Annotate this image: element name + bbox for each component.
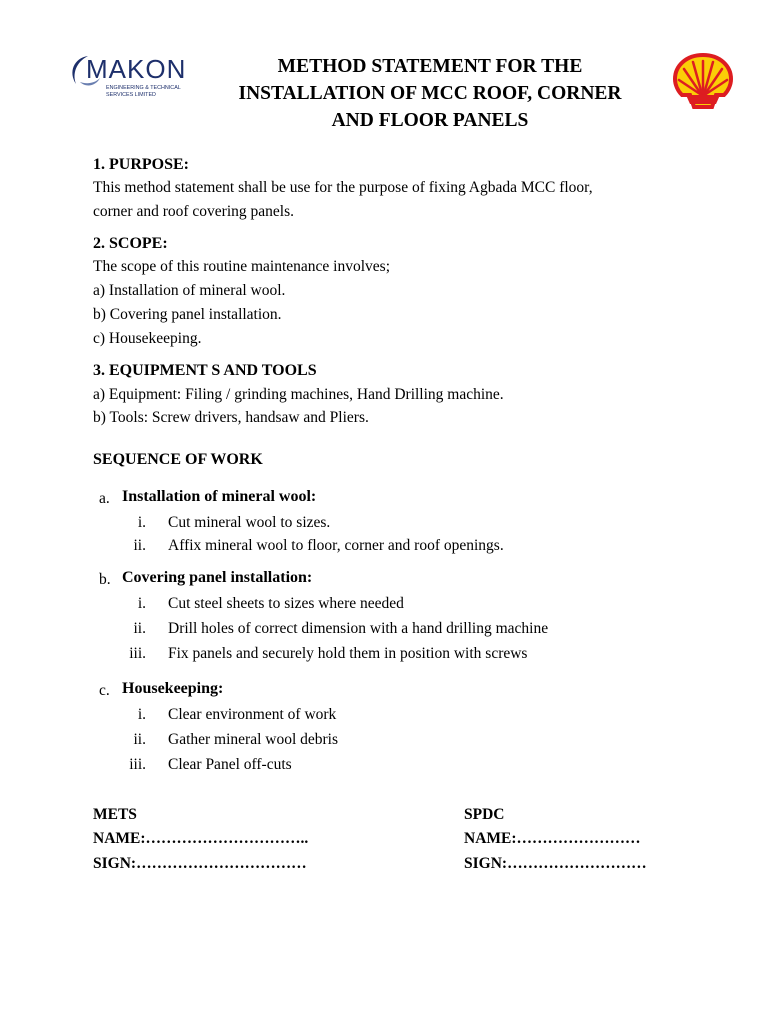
- mets-sign-field: SIGN:……………………………: [93, 855, 307, 872]
- section-letter: a.: [99, 490, 110, 507]
- makon-brand: MAKON: [86, 54, 187, 84]
- item-number: i.: [137, 706, 146, 723]
- shell-icon: [672, 52, 734, 115]
- title-line: INSTALLATION OF MCC ROOF, CORNER: [238, 83, 622, 104]
- scope-text: c) Housekeeping.: [93, 330, 202, 347]
- sequence-heading: SEQUENCE OF WORK: [93, 451, 263, 468]
- section-title: Covering panel installation:: [122, 569, 313, 586]
- mets-name-field: NAME:…………………………..: [93, 830, 309, 847]
- item-number: iii.: [129, 645, 146, 662]
- spdc-label: SPDC: [464, 806, 505, 823]
- list-item: Cut steel sheets to sizes where needed: [168, 595, 404, 612]
- spdc-sign-field: SIGN:………………………: [464, 855, 647, 872]
- list-item: Clear Panel off-cuts: [168, 756, 292, 773]
- scope-heading: 2. SCOPE:: [93, 235, 168, 252]
- spdc-name-field: NAME:……………………: [464, 830, 641, 847]
- mets-label: METS: [93, 806, 137, 823]
- list-item: Fix panels and securely hold them in position with screws: [168, 645, 528, 662]
- purpose-heading: 1. PURPOSE:: [93, 156, 189, 173]
- section-title: Housekeeping:: [122, 680, 224, 697]
- item-number: iii.: [129, 756, 146, 773]
- equipment-heading: 3. EQUIPMENT S AND TOOLS: [93, 362, 317, 379]
- scope-text: b) Covering panel installation.: [93, 306, 282, 323]
- purpose-text: This method statement shall be use for the purpose of fixing Agbada MCC floor,: [93, 179, 593, 196]
- makon-logo: [66, 52, 186, 102]
- list-item: Gather mineral wool debris: [168, 731, 339, 748]
- equipment-text: a) Equipment: Filing / grinding machines, Hand Drilling machine.: [93, 386, 504, 403]
- document-title: [190, 53, 670, 134]
- item-number: ii.: [133, 620, 146, 637]
- section-title: Installation of mineral wool:: [122, 488, 317, 505]
- scope-text: a) Installation of mineral wool.: [93, 282, 286, 299]
- list-item: Clear environment of work: [168, 706, 337, 723]
- item-number: i.: [137, 595, 146, 612]
- scope-text: The scope of this routine maintenance involves;: [93, 258, 390, 275]
- list-item: Drill holes of correct dimension with a hand drilling machine: [168, 620, 549, 637]
- list-item: Cut mineral wool to sizes.: [168, 514, 331, 531]
- equipment-text: b) Tools: Screw drivers, handsaw and Pliers.: [93, 409, 369, 426]
- title-line: METHOD STATEMENT FOR THE: [277, 56, 583, 77]
- item-number: ii.: [133, 731, 146, 748]
- makon-tagline: ENGINEERING & TECHNICAL SERVICES LIMITED: [106, 85, 181, 98]
- title-line: AND FLOOR PANELS: [331, 110, 529, 131]
- purpose-text: corner and roof covering panels.: [93, 203, 294, 220]
- section-letter: b.: [99, 571, 111, 588]
- item-number: i.: [137, 514, 146, 531]
- item-number: ii.: [133, 537, 146, 554]
- list-item: Affix mineral wool to floor, corner and roof openings.: [168, 537, 504, 554]
- section-letter: c.: [99, 682, 110, 699]
